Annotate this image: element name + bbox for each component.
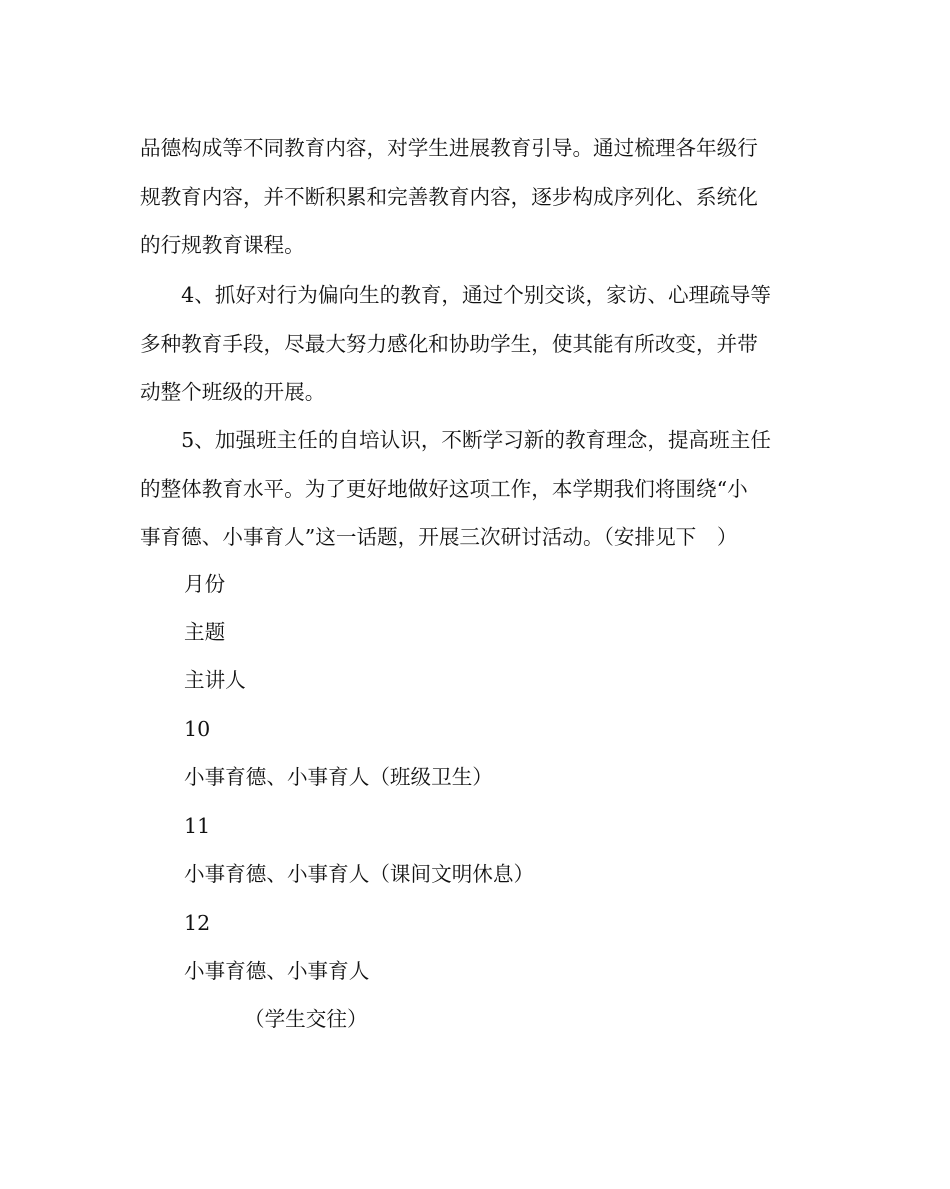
schedule-row-topic: 小事育德、小事育人（班级卫生） xyxy=(184,765,493,789)
schedule-row-month: 12 xyxy=(184,911,211,935)
text-line: 多种教育手段，尽最大努力感化和协助学生，使其能有所改变，并带 xyxy=(140,331,758,356)
text-line: 规教育内容，并不断积累和完善教育内容，逐步构成序列化、系统化 xyxy=(140,184,758,209)
schedule-row-topic: 小事育德、小事育人 xyxy=(184,959,370,983)
schedule-row-month: 11 xyxy=(184,814,211,838)
paragraph-item-5 xyxy=(140,416,810,562)
schedule-row-topic: 小事育德、小事育人（课间文明休息） xyxy=(184,862,535,886)
text-line: 的整体教育水平。为了更好地做好这项工作，本学期我们将围绕“小 xyxy=(140,476,748,501)
text-line: 5、加强班主任的自培认识，不断学习新的教育理念，提高班主任 xyxy=(140,428,771,452)
schedule-header-speaker: 主讲人 xyxy=(184,668,246,692)
schedule-row-month: 10 xyxy=(184,717,211,741)
paragraph-item-4 xyxy=(140,271,810,417)
text-line: 4、抓好对行为偏向生的教育，通过个别交谈，家访、心理疏导等 xyxy=(140,283,771,307)
text-line: 品德构成等不同教育内容，对学生进展教育引导。通过梳理各年级行 xyxy=(140,136,758,160)
schedule-header-month: 月份 xyxy=(184,572,226,596)
schedule-row-topic-note: （学生交往） xyxy=(244,1007,368,1031)
text-line: 事育德、小事育人”这一话题，开展三次研讨活动。（安排见下 ） xyxy=(140,525,738,549)
text-line: 动整个班级的开展。 xyxy=(140,380,326,404)
text-line: 的行规教育课程。 xyxy=(140,233,305,257)
paragraph-curriculum xyxy=(140,124,810,270)
schedule-header-topic: 主题 xyxy=(184,620,226,644)
